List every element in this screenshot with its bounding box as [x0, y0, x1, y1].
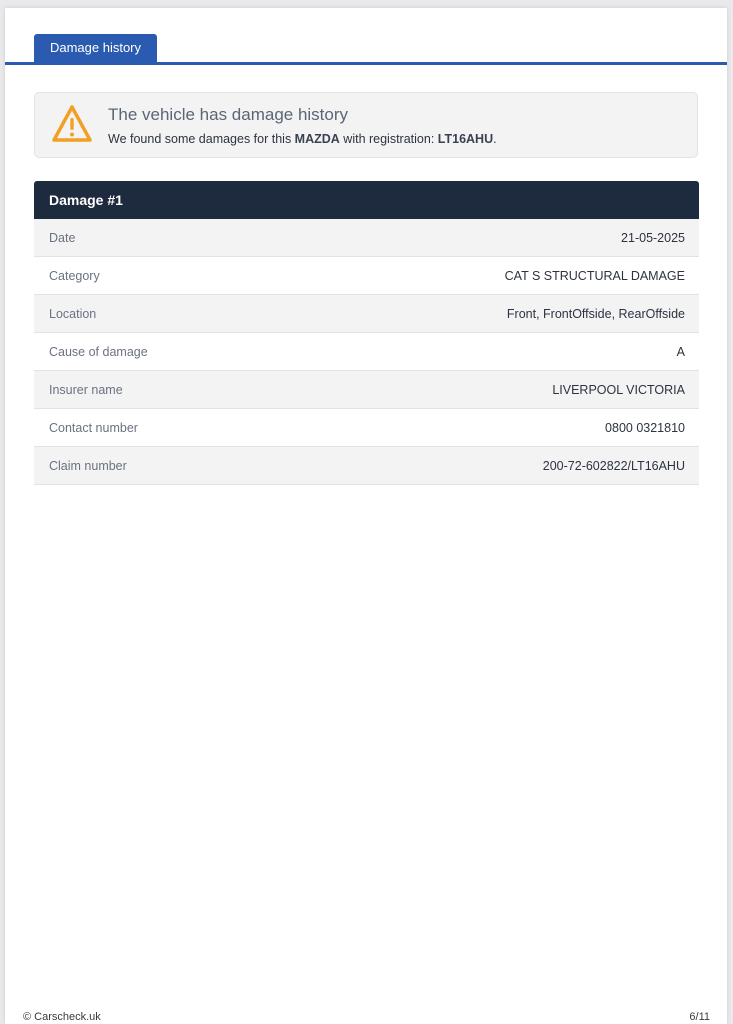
footer-copyright: © Carscheck.uk [23, 1011, 101, 1023]
row-value: 0800 0321810 [605, 420, 685, 435]
row-label: Category [49, 268, 100, 283]
row-value: LIVERPOOL VICTORIA [552, 382, 685, 397]
row-label: Location [49, 306, 97, 321]
vehicle-make: MAZDA [294, 132, 340, 146]
tab-damage-history[interactable]: Damage history [34, 34, 157, 62]
row-label: Insurer name [49, 382, 123, 397]
tab-bar [5, 34, 727, 65]
row-value: Front, FrontOffside, RearOffside [506, 306, 685, 321]
alert-title: The vehicle has damage history [108, 105, 349, 124]
alert-text: We found some damages for this MAZDA with registration: LT16AHU. [108, 132, 497, 146]
row-label: Contact number [49, 420, 138, 435]
damage-title: Damage #1 [34, 181, 699, 219]
damage-table [34, 181, 699, 485]
row-label: Claim number [49, 458, 127, 473]
table-row [34, 257, 699, 295]
report-page [5, 8, 727, 1024]
row-value: 21-05-2025 [621, 230, 685, 245]
warning-icon [50, 103, 94, 145]
footer-page-number: 6/11 [689, 1011, 710, 1023]
table-row [34, 219, 699, 257]
row-value: CAT S STRUCTURAL DAMAGE [504, 268, 685, 283]
vehicle-registration: LT16AHU [437, 132, 494, 146]
row-value: A [676, 344, 685, 359]
table-row [34, 333, 699, 371]
table-row [34, 409, 699, 447]
damage-alert [34, 92, 698, 158]
row-label: Date [49, 230, 76, 245]
table-row [34, 371, 699, 409]
row-label: Cause of damage [49, 344, 148, 359]
damage-rows [34, 219, 699, 485]
row-value: 200-72-602822/LT16AHU [542, 458, 685, 473]
table-row [34, 447, 699, 485]
table-row [34, 295, 699, 333]
